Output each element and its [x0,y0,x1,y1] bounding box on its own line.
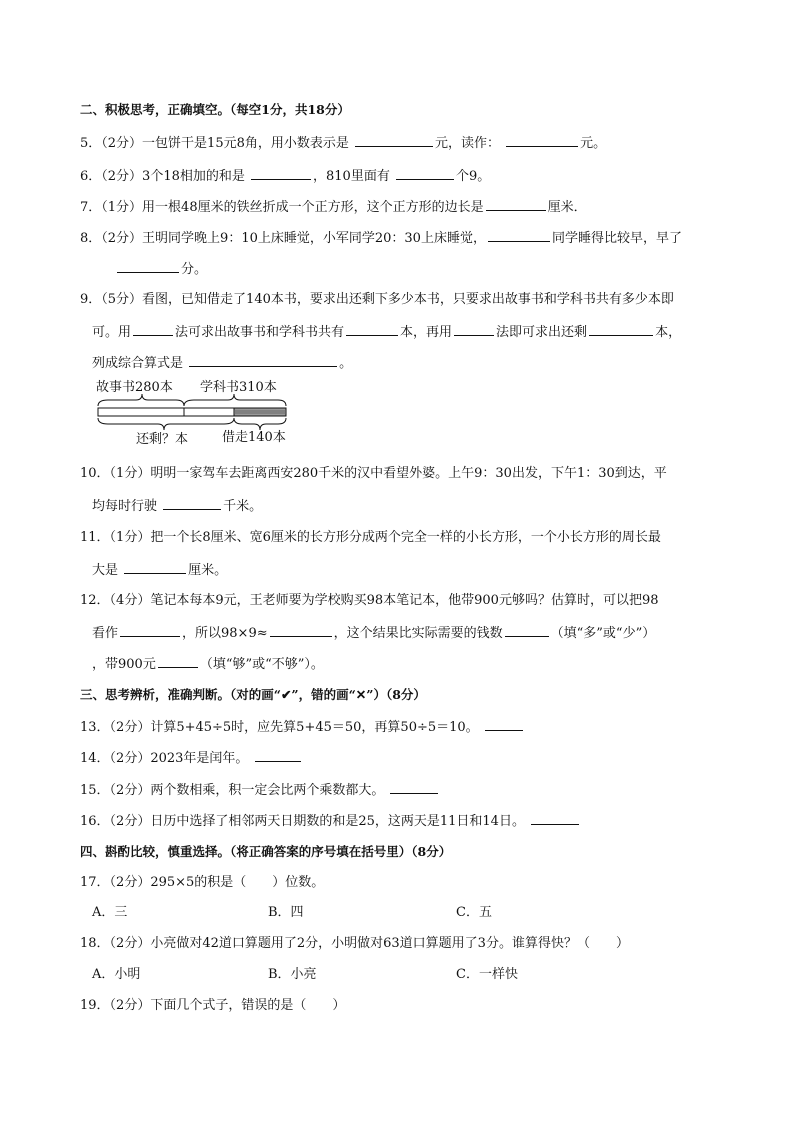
q6-text-a: 6．（2分）3个18相加的和是 [80,169,245,184]
q12-text-c: ，这个结果比实际需要的钱数 [333,626,503,641]
story-brace [98,394,184,406]
q9-text-e: 本， [655,325,682,340]
subject-books-label: 学科书310本 [200,380,277,395]
q12-text-d: （填“多”或“少”） [550,626,656,641]
q9-text-d: 法即可求出还剩 [496,325,588,340]
question-6 [80,166,490,186]
q10-text-b: 千米。 [223,499,263,514]
q6-text-c: 个9。 [455,169,491,184]
question-12-line-1: 12．（4分）笔记本每本9元，王老师要为学校购买98本笔记本，他带900元够吗？估算时，可以把98 [80,593,659,608]
question-17: 17．（2分）295×5的积是（ ）位数。 [80,875,325,890]
q10-text-a: 均每时行驶 [92,499,158,514]
question-11-line-1: 11．（1分）把一个长8厘米、宽6厘米的长方形分成两个完全一样的小长方形，一个小长方形的周长最 [80,530,661,545]
q17-option-a[interactable]: A．三 [92,905,128,920]
remain-brace [98,418,234,430]
q6-blank-2[interactable] [396,166,454,180]
q11-blank-1[interactable] [124,560,186,574]
q10-blank-1[interactable] [163,496,221,510]
q13-blank[interactable] [485,717,523,731]
q7-blank-1[interactable] [486,197,546,211]
q9-text-f: 列成综合算式是 [92,356,184,371]
q12-text-e: ，带900元 [92,657,156,672]
question-16 [80,811,581,831]
question-12-line-2 [92,623,655,643]
q15-blank[interactable] [390,780,438,794]
remain-label: 还剩？本 [136,432,189,447]
question-9-line-1: 9．（5分）看图，已知借走了140本书，要求出还剩下多少本书，只要求出故事书和学科书共有多少本即 [80,292,674,307]
q8-blank-2[interactable] [117,259,179,273]
q5-text-a: 5．（2分）一包饼干是15元8角，用小数表示是 [80,136,349,151]
question-11-line-2 [92,560,227,580]
q12-text-f: （填“够”或“不够”）。 [199,657,324,672]
question-10-line-2 [92,496,262,516]
question-9-line-2 [92,322,681,342]
q18-option-b[interactable]: B．小亮 [268,967,317,982]
q6-text-b: ，810里面有 [313,169,390,184]
q9-blank-4[interactable] [589,322,653,336]
question-15 [80,780,440,800]
q9-text-c: 本，再用 [400,325,453,340]
q7-text-a: 7．（1分）用一根48厘米的铁丝折成一个正方形，这个正方形的边长是 [80,200,484,215]
question-18: 18．（2分）小亮做对42道口算题用了2分，小明做对63道口算题用了3分。谁算得快？（ ） [80,936,629,951]
book-diagram [96,378,296,450]
question-13 [80,717,525,737]
q5-text-b: 元，读作： [435,136,501,151]
question-10-line-1: 10．（1分）明明一家驾车去距离西安280千米的汉中看望外婆。上午9：30出发，下午1：30到达，平 [80,466,667,481]
borrowed-brace [234,418,286,430]
q8-text-b: 同学睡得比较早，早了 [551,231,682,246]
q9-blank-5[interactable] [189,353,337,367]
q12-blank-1[interactable] [120,623,180,637]
q17-option-b[interactable]: B．四 [268,905,304,920]
q17-option-c[interactable]: C．五 [456,905,492,920]
q12-blank-3[interactable] [505,623,549,637]
borrowed-segment [234,408,286,416]
q16-blank[interactable] [531,811,579,825]
question-8-cont [115,259,207,279]
question-19: 19．（2分）下面几个式子，错误的是（ ） [80,998,346,1013]
q14-text: 14．（2分）2023年是闰年。 [80,751,249,766]
q18-option-a[interactable]: A．小明 [92,967,141,982]
q15-text: 15．（2分）两个数相乘，积一定会比两个乘数都大。 [80,783,385,798]
q13-text: 13．（2分）计算5+45÷5时，应先算5+45＝50，再算50÷5＝10。 [80,720,479,735]
q5-blank-1[interactable] [355,133,433,147]
section-4-title: 四、斟酌比较，慎重选择。（将正确答案的序号填在括号里）（8分） [80,844,452,859]
q12-text-b: ，所以98×9≈ [182,626,268,641]
q12-blank-2[interactable] [270,623,332,637]
question-9-line-3 [92,353,352,373]
question-8 [80,228,682,248]
question-12-line-3 [92,654,324,674]
section-2-title: 二、积极思考，正确填空。（每空1分，共18分） [80,102,350,117]
q9-text-a: 可。用 [92,325,132,340]
q6-blank-1[interactable] [251,166,311,180]
q7-text-b: 厘米． [547,200,587,215]
question-7 [80,197,587,217]
q18-option-c[interactable]: C．一样快 [456,967,518,982]
question-14 [80,748,303,768]
q11-text-b: 厘米。 [188,563,228,578]
borrowed-label: 借走140本 [222,430,286,445]
q8-text-a: 8．（2分）王明同学晚上9：10上床睡觉，小军同学20：30上床睡觉， [80,231,486,246]
q11-text-a: 大是 [92,563,119,578]
question-5 [80,133,606,153]
q8-text-c: 分。 [181,262,208,277]
q5-blank-2[interactable] [506,133,578,147]
q5-text-c: 元。 [580,136,607,151]
section-3-title: 三、思考辨析，准确判断。（对的画“✔”，错的画“✕”）（8分） [80,687,426,702]
story-books-label: 故事书280本 [96,380,173,395]
q9-text-b: 法可求出故事书和学科书共有 [175,325,345,340]
q9-text-g: 。 [339,356,353,371]
q9-blank-3[interactable] [454,322,494,336]
q16-text: 16．（2分）日历中选择了相邻两天日期数的和是25，这两天是11日和14日。 [80,814,525,829]
q9-blank-2[interactable] [346,322,398,336]
q8-blank-1[interactable] [488,228,550,242]
subject-brace [184,394,286,406]
q9-blank-1[interactable] [133,322,173,336]
q12-text-a: 看作 [92,626,119,641]
q12-blank-4[interactable] [158,654,198,668]
q14-blank[interactable] [255,748,301,762]
